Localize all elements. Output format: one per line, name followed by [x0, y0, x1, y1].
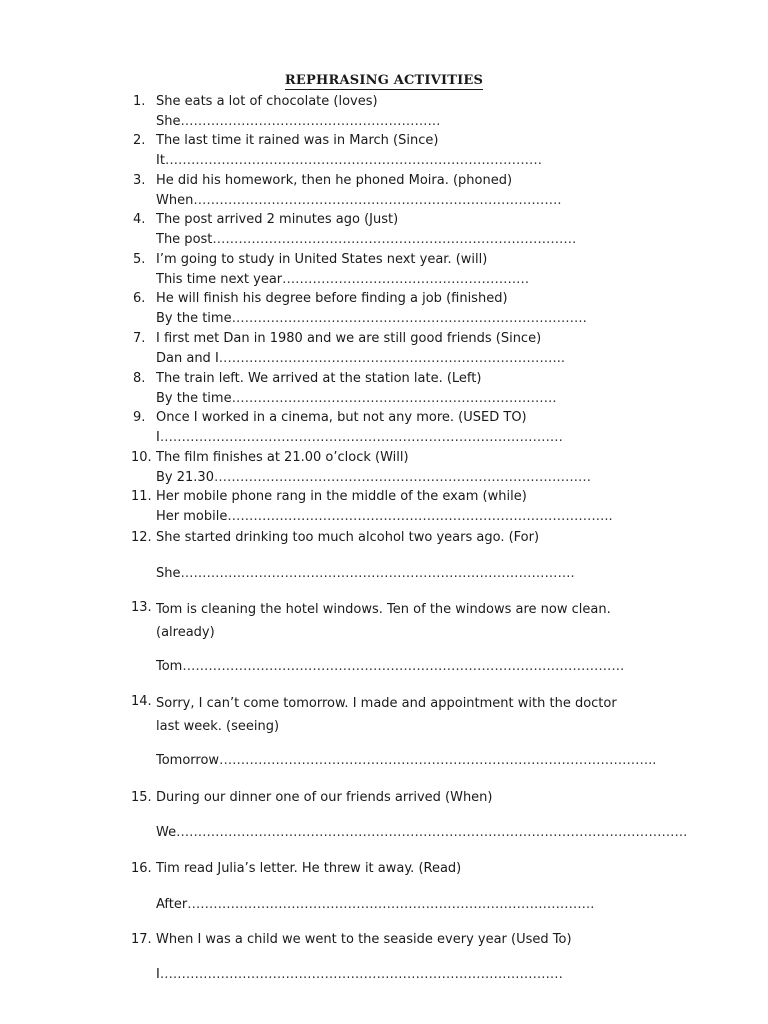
item-number: 2.: [133, 133, 146, 148]
item-number: 15.: [131, 790, 152, 805]
item-question: Tim read Julia’s letter. He threw it away. (Read): [156, 861, 462, 876]
item-answer-line[interactable]: This time next year…………………………………………………: [156, 272, 530, 287]
item-question: Her mobile phone rang in the middle of the exam (while): [156, 489, 527, 504]
item-answer-line[interactable]: By the time……………………………………………………………………….: [156, 311, 587, 326]
item-question: He will finish his degree before finding a job (finished): [156, 291, 508, 306]
item-question: She started drinking too much alcohol two years ago. (For): [156, 530, 540, 545]
item-number: 4.: [133, 212, 146, 227]
item-number: 8.: [133, 371, 146, 386]
item-number: 12.: [131, 530, 152, 545]
item-answer-line[interactable]: After………………………………………………………………………………….: [156, 897, 595, 912]
item-question: Once I worked in a cinema, but not any more. (USED TO): [156, 410, 527, 425]
item-answer-line[interactable]: I…………………………………………………………………………………: [156, 430, 563, 445]
item-answer-line[interactable]: She……………………………………………………………………………….: [156, 566, 575, 581]
item-question: Sorry, I can’t come tomorrow. I made and appointment with the doctor last week. (seeing): [156, 696, 617, 734]
item-answer-line[interactable]: Tomorrow………………………………………………………………………………………..: [156, 753, 657, 768]
item-number: 10.: [131, 450, 152, 465]
item-number: 9.: [133, 410, 146, 425]
item-question: The post arrived 2 minutes ago (Just): [156, 212, 399, 227]
item-question: He did his homework, then he phoned Moira. (phoned): [156, 173, 513, 188]
item-answer-line[interactable]: When………………………………………………………………………….: [156, 193, 562, 208]
item-answer-line[interactable]: I…………………………………………………………………………………: [156, 967, 563, 982]
item-number: 7.: [133, 331, 146, 346]
item-answer-line[interactable]: She……………………………………………………: [156, 114, 441, 129]
item-question: During our dinner one of our friends arrived (When): [156, 790, 493, 805]
item-number: 11.: [131, 489, 152, 504]
item-answer-line[interactable]: By the time…………………………………………………………………: [156, 391, 557, 406]
item-number: 5.: [133, 252, 146, 267]
item-answer-line[interactable]: Tom…………………………………………………………………………………………: [156, 659, 625, 674]
worksheet-title: REPHRASING ACTIVITIES: [284, 73, 484, 88]
item-answer-line[interactable]: Dan and I……………………………………………………………………..: [156, 351, 566, 366]
item-question: She eats a lot of chocolate (loves): [156, 94, 378, 109]
item-question: When I was a child we went to the seaside every year (Used To): [156, 932, 572, 947]
item-question: The last time it rained was in March (Since): [156, 133, 439, 148]
item-answer-line[interactable]: We……………………………………………………………………………………………………….: [156, 825, 688, 840]
item-answer-line[interactable]: Her mobile……………………………………………………………………………..: [156, 509, 613, 524]
item-answer-line[interactable]: The post…………………………………………………………………………: [156, 232, 577, 247]
item-answer-line[interactable]: It……………………………………………………………………………: [156, 153, 542, 168]
item-answer-line[interactable]: By 21.30……………………………………………………………………………: [156, 470, 591, 485]
item-number: 1.: [133, 94, 146, 109]
item-number: 13.: [131, 600, 152, 615]
item-number: 3.: [133, 173, 146, 188]
item-number: 16.: [131, 861, 152, 876]
item-question: Tom is cleaning the hotel windows. Ten of the windows are now clean. (already): [156, 602, 611, 640]
item-question: The train left. We arrived at the station late. (Left): [156, 371, 482, 386]
item-number: 17.: [131, 932, 152, 947]
item-number: 6.: [133, 291, 146, 306]
item-question: I’m going to study in United States next year. (will): [156, 252, 488, 267]
item-question: I first met Dan in 1980 and we are still good friends (Since): [156, 331, 542, 346]
item-question: The film finishes at 21.00 o’clock (Will): [156, 450, 409, 465]
item-number: 14.: [131, 694, 152, 709]
